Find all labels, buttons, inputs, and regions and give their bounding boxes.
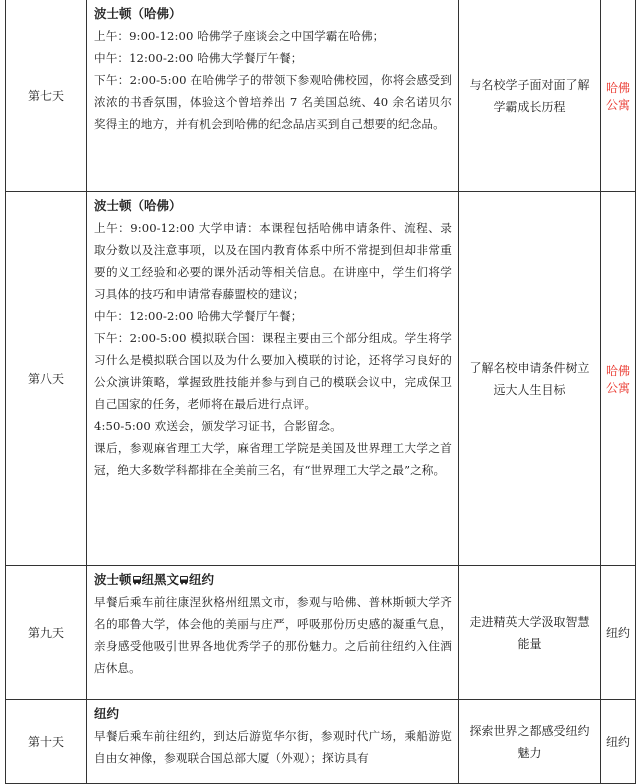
place-title: 波士顿（哈佛） [94, 6, 182, 21]
bus-icon [179, 575, 189, 585]
detail-cell [87, 192, 459, 566]
hotel-cell: 哈佛公寓 [601, 192, 636, 566]
hotel-cell: 纽约 [601, 566, 636, 700]
schedule-line: 上午：9:00-12:00 哈佛学子座谈会之中国学霸在哈佛； [94, 29, 385, 43]
hotel-cell: 哈佛公寓 [601, 0, 636, 192]
detail-cell [87, 700, 459, 784]
place-title [94, 569, 452, 591]
day-cell: 第十天 [6, 700, 87, 784]
schedule-line: 上午：9:00-12:00 大学申请：本课程包括哈佛申请条件、流程、录取分数以及注意事项，以及在国内教育体系中所不常提到但却非常重要的义工经验和必要的课外活动等相关信息。在讲座中，学生们将学习具体的技巧和申请常春藤盟校的建议； [94, 221, 452, 301]
schedule-line: 4:50-5:00 欢送会，颁发学习证书，合影留念。 [94, 419, 342, 433]
detail-cell [87, 566, 459, 700]
day-cell: 第七天 [6, 0, 87, 192]
route-stop: 纽黑文 [141, 572, 180, 587]
route-destination: 纽约 [189, 572, 215, 587]
table-row [6, 0, 636, 192]
goal-cell: 与名校学子面对面了解学霸成长历程 [459, 0, 601, 192]
table-row [6, 192, 636, 566]
goal-cell: 走进精英大学汲取智慧能量 [459, 566, 601, 700]
place-title: 纽约 [94, 706, 120, 721]
schedule-line: 早餐后乘车前往纽约，到达后游览华尔街，参观时代广场，乘船游览自由女神像，参观联合国总部大厦（外观）；探访具有 [94, 729, 452, 765]
hotel-cell: 纽约 [601, 700, 636, 784]
detail-cell [87, 0, 459, 192]
schedule-line: 早餐后乘车前往康涅狄格州纽黑文市，参观与哈佛、普林斯顿大学齐名的耶鲁大学，体会他的美丽与庄严，呼吸那份历史感的凝重气息，亲身感受他吸引世界各地优秀学子的那份魅力。之后前往纽约入住酒店休息。 [94, 595, 452, 675]
schedule-line: 中午：12:00-2:00 哈佛大学餐厅午餐； [94, 309, 303, 323]
route-origin: 波士顿 [94, 572, 132, 587]
table-row [6, 566, 636, 700]
schedule-line: 中午：12:00-2:00 哈佛大学餐厅午餐； [94, 51, 303, 65]
day-cell: 第八天 [6, 192, 87, 566]
table-row [6, 700, 636, 784]
schedule-line: 下午：2:00-5:00 在哈佛学子的带领下参观哈佛校园，你将会感受到浓浓的书香氛围，体验这个曾培养出 7 名美国总统、40 余名诺贝尔奖得主的地方，并有机会到哈佛的纪念品店买到自己想要的纪念品。 [94, 73, 452, 131]
schedule-line: 下午：2:00-5:00 模拟联合国：课程主要由三个部分组成。学生将学习什么是模拟联合国以及为什么要加入模联的讨论，还将学习良好的公众演讲策略，掌握致胜技能并参与到自己的模联会议中，完成保卫自己国家的任务，老师将在最后进行点评。 [94, 331, 452, 411]
schedule-line: 课后，参观麻省理工大学，麻省理工学院是美国及世界理工大学之首冠，绝大多数学科都排在全美前三名，有“世界理工大学之最”之称。 [94, 441, 452, 477]
itinerary-table [5, 0, 636, 784]
bus-icon [132, 575, 142, 585]
goal-cell: 探索世界之都感受纽约魅力 [459, 700, 601, 784]
place-title: 波士顿（哈佛） [94, 198, 182, 213]
day-cell: 第九天 [6, 566, 87, 700]
goal-cell: 了解名校申请条件树立远大人生目标 [459, 192, 601, 566]
